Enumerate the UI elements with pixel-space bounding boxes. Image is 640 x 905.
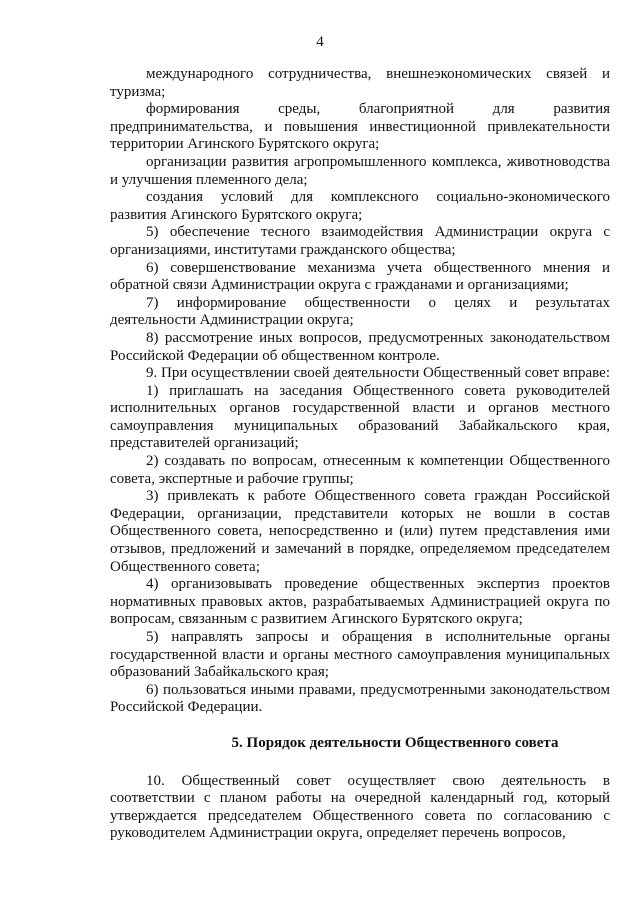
paragraph: 8) рассмотрение иных вопросов, предусмотренных законодательством Российской Федерации об общественном контроле. bbox=[110, 329, 610, 364]
paragraph: 9. При осуществлении своей деятельности Общественный совет вправе: bbox=[146, 365, 610, 382]
paragraph: 1) приглашать на заседания Общественного совета руководителей исполнительных органов государственной власти и органов местного самоуправления муниципальных образований Забайкальского края, представителей организаций; bbox=[110, 382, 610, 452]
paragraph: 2) создавать по вопросам, отнесенным к компетенции Общественного совета, экспертные и рабочие группы; bbox=[110, 453, 610, 487]
paragraph: создания условий для комплексного социально-экономического развития Агинского Бурятского округа; bbox=[110, 189, 610, 223]
paragraph: формирования среды, благоприятной для развития предпринимательства, и повышения инвестиционной привлекательности территории Агинского Бурятского округа; bbox=[110, 101, 610, 153]
document-body bbox=[110, 66, 610, 843]
paragraph: международного сотрудничества, внешнеэкономических связей и туризма; bbox=[110, 66, 610, 100]
paragraph: 6) совершенствование механизма учета общественного мнения и обратной связи Администрации округа с гражданами и организациями; bbox=[110, 259, 610, 294]
paragraph: организации развития агропромышленного комплекса, животноводства и улучшения племенного дела; bbox=[110, 153, 610, 188]
paragraph: 5) направлять запросы и обращения в исполнительные органы государственной власти и органы местного самоуправления муниципальных образований Забайкальского края; bbox=[110, 629, 610, 681]
paragraph: 5) обеспечение тесного взаимодействия Администрации округа с организациями, институтами гражданского общества; bbox=[110, 224, 610, 258]
paragraph: 4) организовывать проведение общественных экспертиз проектов нормативных правовых актов, разрабатываемых Администрацией округа по вопросам, связанным с развитием Агинского Бурятского округа; bbox=[110, 576, 610, 628]
page-number: 4 bbox=[316, 34, 324, 50]
paragraph: 3) привлекать к работе Общественного совета граждан Российской Федерации, организации, представители которых не вошли в состав Общественного совета, непосредственно и (или) путем представления ими отзывов, предложений и замечаний в порядке, определяемом председателем Общественного совета; bbox=[110, 488, 610, 575]
paragraph: 6) пользоваться иными правами, предусмотренными законодательством Российской Федерации. bbox=[110, 681, 610, 716]
paragraph: 7) информирование общественности о целях и результатах деятельности Администрации округа; bbox=[110, 294, 610, 329]
section-heading: 5. Порядок деятельности Общественного совета bbox=[231, 734, 559, 751]
paragraph: 10. Общественный совет осуществляет свою деятельность в соответствии с планом работы на очередной календарный год, который утверждается председателем Общественного совета по согласованию с руководителем Администрации округа, определяет перечень вопросов, bbox=[110, 772, 610, 842]
